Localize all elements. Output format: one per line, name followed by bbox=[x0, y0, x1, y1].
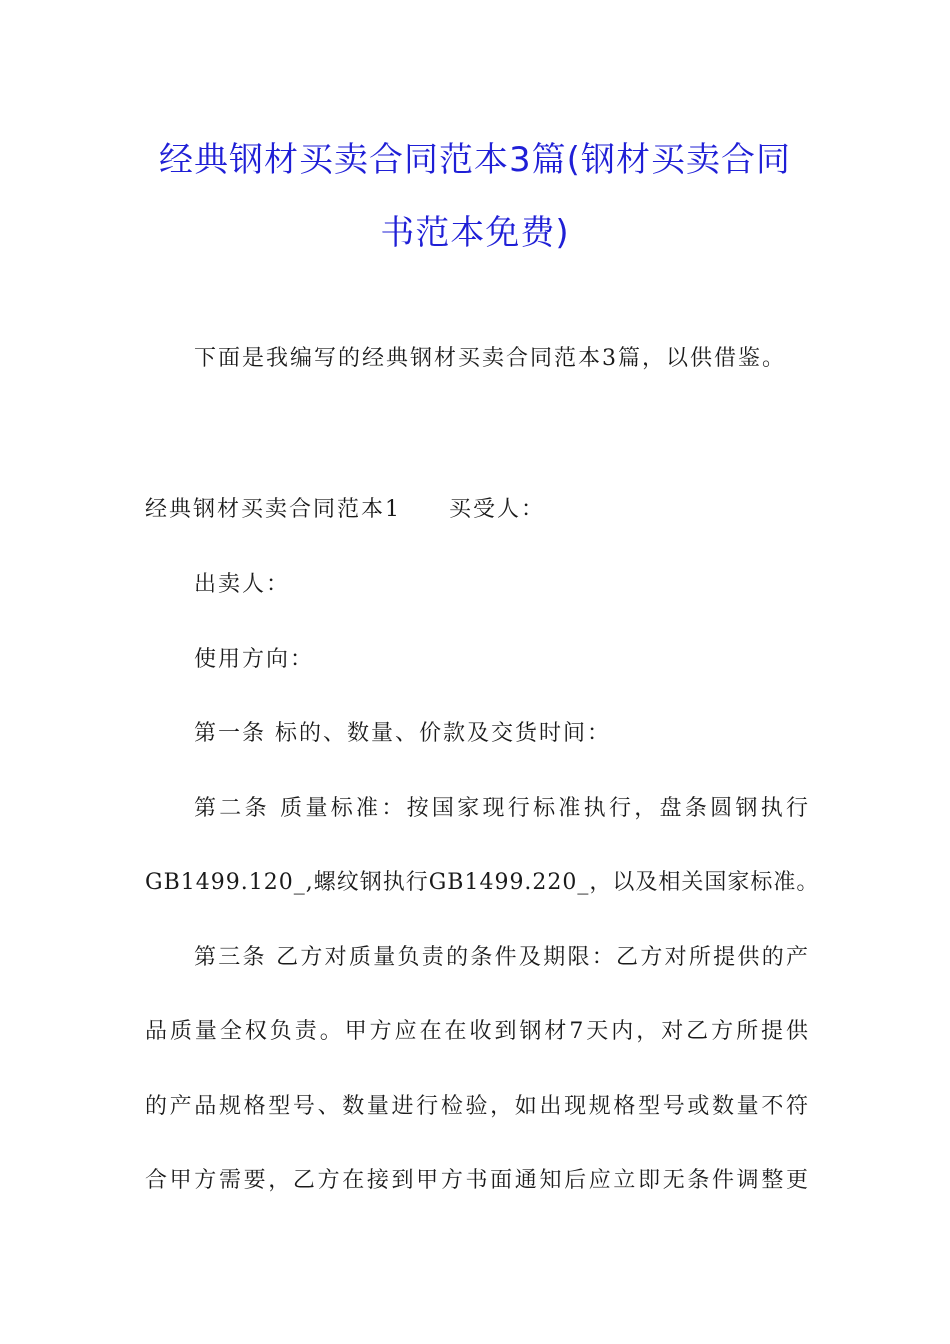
seller-field: 出卖人： bbox=[194, 572, 291, 597]
article-3-line-2: 品质量全权负责。甲方应在在收到钢材7天内，对乙方所提供 bbox=[145, 1019, 810, 1044]
intro-paragraph: 下面是我编写的经典钢材买卖合同范本3篇，以供借鉴。 bbox=[194, 346, 786, 371]
document-title-line-1: 经典钢材买卖合同范本3篇(钢材买卖合同 bbox=[159, 140, 791, 180]
article-1: 第一条 标的、数量、价款及交货时间： bbox=[194, 721, 611, 746]
article-3-line-4: 合甲方需要，乙方在接到甲方书面通知后应立即无条件调整更 bbox=[145, 1168, 810, 1193]
article-3-line-3: 的产品规格型号、数量进行检验，如出现规格型号或数量不符 bbox=[145, 1094, 810, 1119]
article-2-line-1: 第二条 质量标准：按国家现行标准执行，盘条圆钢执行 bbox=[194, 796, 810, 821]
article-2-line-2: GB1499.120_,螺纹钢执行GB1499.220_，以及相关国家标准。 bbox=[145, 870, 820, 895]
document-title-line-2: 书范本免费) bbox=[380, 213, 570, 253]
section-heading: 经典钢材买卖合同范本1 买受人： bbox=[145, 497, 545, 522]
usage-field: 使用方向： bbox=[194, 647, 315, 672]
article-3-line-1: 第三条 乙方对质量负责的条件及期限：乙方对所提供的产 bbox=[194, 945, 810, 970]
